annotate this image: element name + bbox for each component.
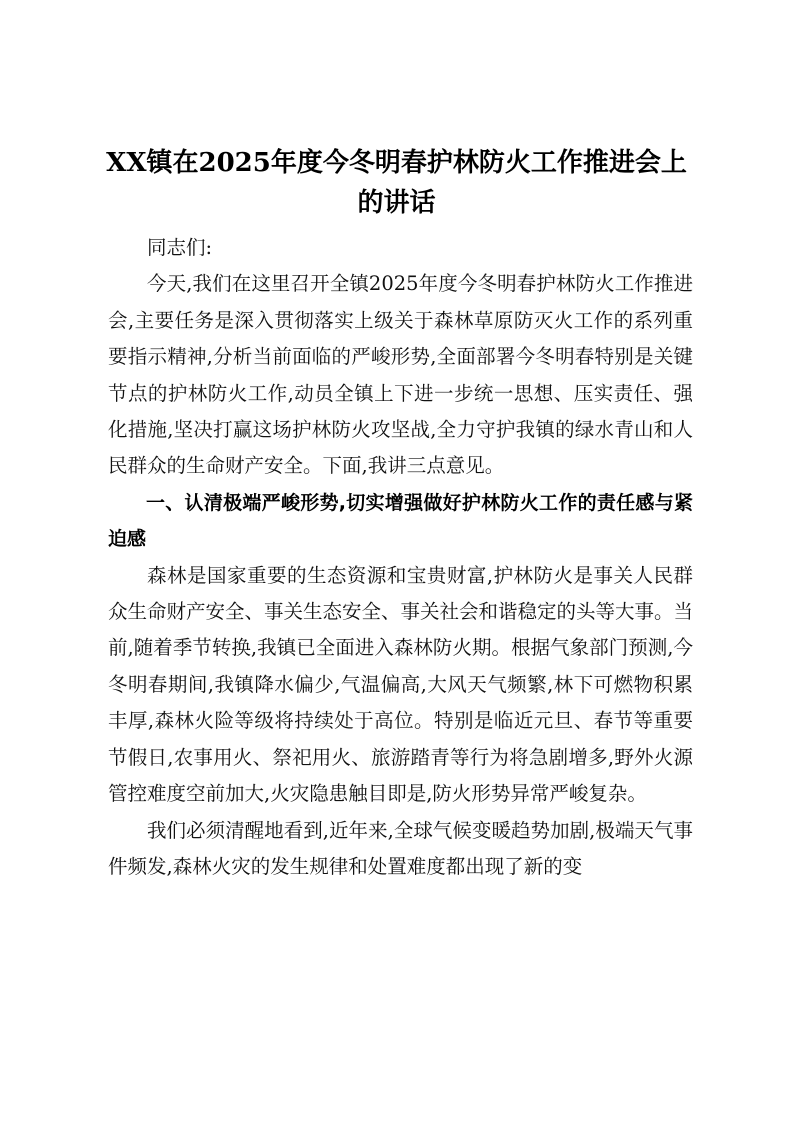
section-heading: 一、认清极端严峻形势,切实增强做好护林防火工作的责任感与紧迫感 [108, 491, 693, 551]
salutation: 同志们: [147, 236, 213, 259]
document-title: XX镇在2025年度今冬明春护林防火工作推进会上的讲话 [106, 148, 687, 218]
body-paragraph: 今天,我们在这里召开全镇2025年度今冬明春护林防火工作推进会,主要任务是深入贯彻落实上级关于森林草原防灭火工作的系列重要指示精神,分析当前面临的严峻形势,全面部署今冬明春特别是关键节点的护林防火工作,动员全镇上下进一步统一思想、压实责任、强化措施,坚决打赢这场护林防火攻坚战,全力守护我镇的绿水青山和人民群众的生命财产安全。下面,我讲三点意见。 [108, 272, 693, 478]
body-paragraph: 森林是国家重要的生态资源和宝贵财富,护林防火是事关人民群众生命财产安全、事关生态安全、事关社会和谐稳定的头等大事。当前,随着季节转换,我镇已全面进入森林防火期。根据气象部门预测,今冬明春期间,我镇降水偏少,气温偏高,大风天气频繁,林下可燃物积累丰厚,森林火险等级将持续处于高位。特别是临近元旦、春节等重要节假日,农事用火、祭祀用火、旅游踏青等行为将急剧增多,野外火源管控难度空前加大,火灾隐患触目即是,防火形势异常严峻复杂。 [108, 563, 694, 806]
body-paragraph: 我们必须清醒地看到,近年来,全球气候变暖趋势加剧,极端天气事件频发,森林火灾的发生规律和处置难度都出现了新的变 [108, 818, 693, 878]
document-body [108, 230, 693, 885]
